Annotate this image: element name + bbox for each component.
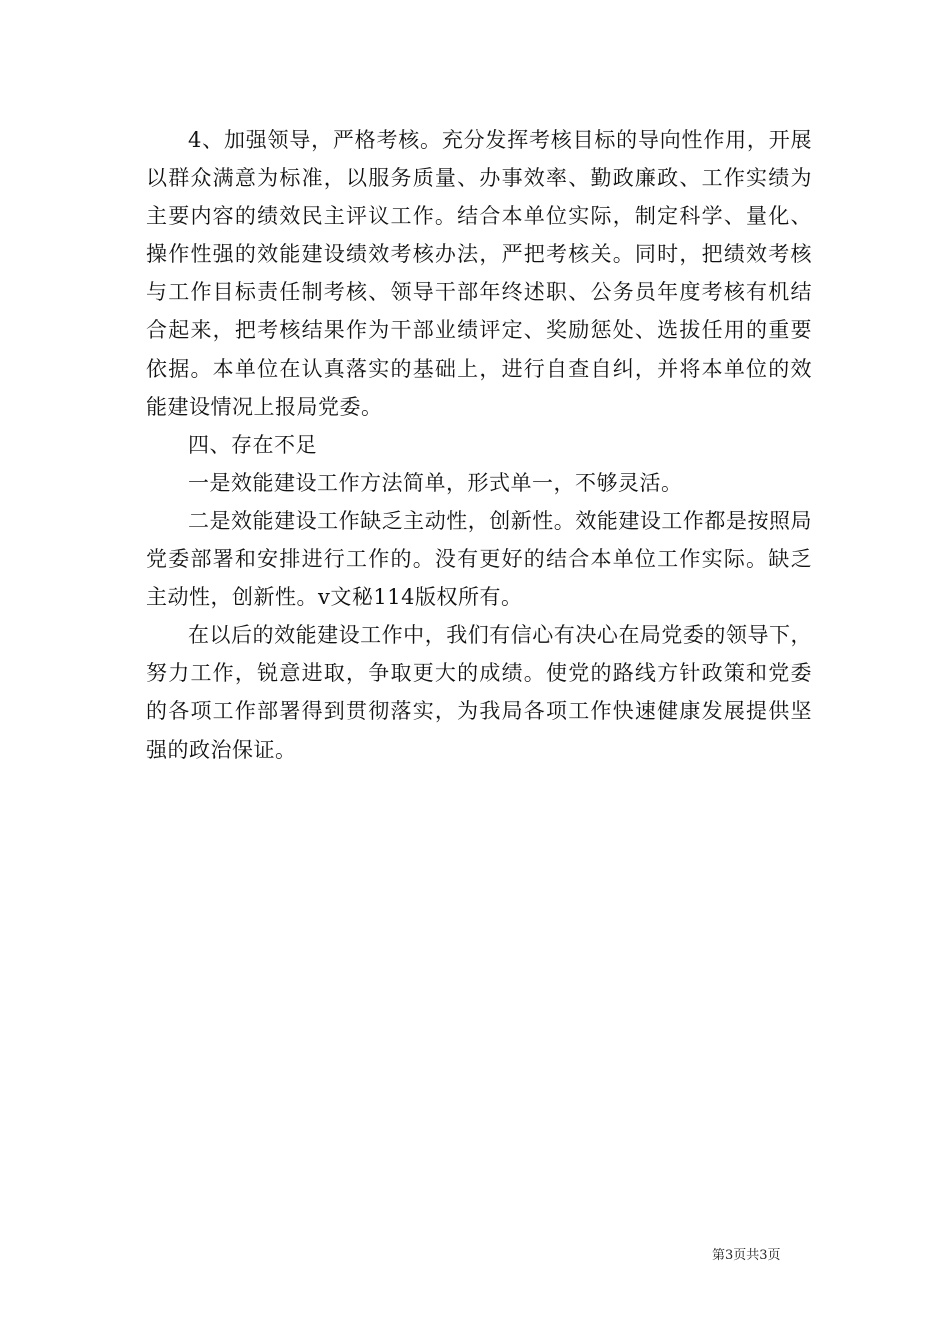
paragraph-shortcoming-one: 一是效能建设工作方法简单，形式单一，不够灵活。 — [188, 470, 683, 495]
paragraph-conclusion: 在以后的效能建设工作中，我们有信心有决心在局党委的领导下，努力工作，锐意进取，争取更大的成绩。使党的路线方针政策和党委的各项工作部署得到贯彻落实，为我局各项工作快速健康发展提供坚强的政治保证。 — [146, 623, 812, 762]
page-number-footer: 第3页共3页 — [712, 1248, 781, 1263]
paragraph-assessment: 4、加强领导，严格考核。充分发挥考核目标的导向性作用，开展以群众满意为标准，以服务质量、办事效率、勤政廉政、工作实绩为主要内容的绩效民主评议工作。结合本单位实际，制定科学、量化、操作性强的效能建设绩效考核办法，严把考核关。同时，把绩效考核与工作目标责任制考核、领导干部年终述职、公务员年度考核有机结合起来，把考核结果作为干部业绩评定、奖励惩处、选拔任用的重要依据。本单位在认真落实的基础上，进行自查自纠，并将本单位的效能建设情况上报局党委。 — [146, 128, 812, 419]
paragraph-shortcoming-two: 二是效能建设工作缺乏主动性，创新性。效能建设工作都是按照局党委部署和安排进行工作的。没有更好的结合本单位工作实际。缺乏主动性，创新性。v文秘114版权所有。 — [146, 508, 812, 610]
section-heading-shortcomings: 四、存在不足 — [188, 432, 317, 457]
document-body — [146, 121, 812, 769]
